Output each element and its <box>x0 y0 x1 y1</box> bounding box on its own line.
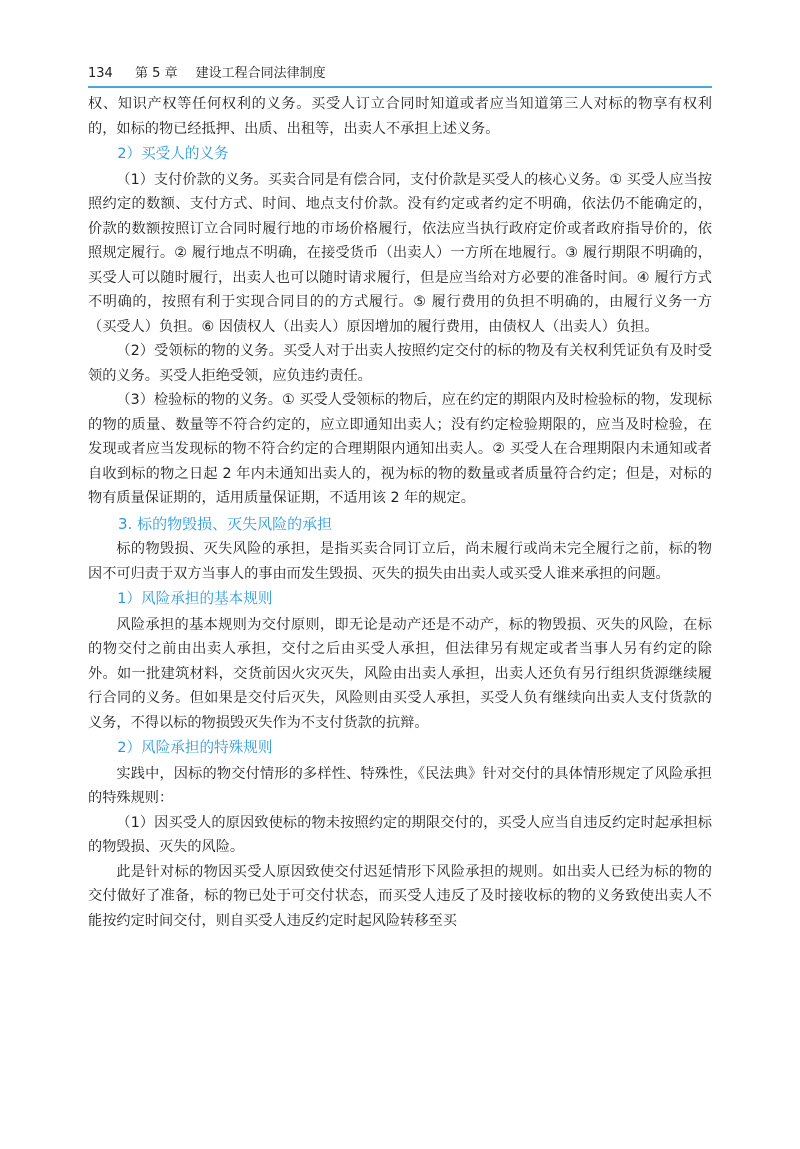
paragraph-receipt: （2）受领标的物的义务。买受人对于出卖人按照约定交付的标的物及有关权利凭证负有及时受领的义务。买受人拒绝受领，应负违约责任。 <box>88 343 712 384</box>
heading-buyer-obligations: 2）买受人的义务 <box>117 145 229 162</box>
paragraph-inspection: （3）检验标的物的义务。① 买受人受领标的物后，应在约定的期限内及时检验标的物，发现标的物的质量、数量等不符合约定的，应立即通知出卖人；没有约定检验期限的，应当及时检验，在发现或者应当发现标的物不符合约定的合理期限内通知出卖人。② 买受人在合理期限内未通知或者自收到标的物之日起 2 年内未通知出卖人的，视为标的物的数量或者质量符合约定；但是，对标的物有质量保证期的，适用质量保证期，不适用该 2 年的规定。 <box>88 392 712 506</box>
chapter-title: 建设工程合同法律制度 <box>195 66 326 81</box>
paragraph-special-rule-1: （1）因买受人的原因致使标的物未按照约定的期限交付的，买受人应当自违反约定时起承担标的物毁损、灭失的风险。 <box>88 814 712 855</box>
heading-special-rules: 2）风险承担的特殊规则 <box>117 739 273 756</box>
paragraph-basic-rules: 风险承担的基本规则为交付原则，即无论是动产还是不动产，标的物毁损、灭失的风险，在标的物交付之前由出卖人承担，交付之后由买受人承担，但法律另有规定或者当事人另有约定的除外。如一批建筑材料，交货前因火灾灭失，风险由出卖人承担，出卖人还负有另行组织货源继续履行合同的义务。但如果是交付后灭失，风险则由买受人承担，买受人负有继续向出卖人支付货款的义务，不得以标的物损毁灭失作为不支付货款的抗辩。 <box>88 616 712 731</box>
chapter-number: 第 5 章 <box>134 66 178 81</box>
page-body <box>88 92 712 933</box>
paragraph-last: 此是针对标的物因买受人原因致使交付迟延情形下风险承担的规则。如出卖人已经为标的物的交付做好了准备，标的物已处于可交付状态，而买受人违反了及时接收标的物的义务致使出卖人不能按约定时间交付，则自买受人违反约定时起风险转移至买 <box>88 863 712 929</box>
heading-risk-bearing: 3. 标的物毁损、灭失风险的承担 <box>118 514 333 533</box>
paragraph-payment: （1）支付价款的义务。买卖合同是有偿合同，支付价款是买受人的核心义务。① 买受人应当按照约定的数额、支付方式、时间、地点支付价款。没有约定或者约定不明确，依法仍不能确定的，价款的数额按照订立合同时履行地的市场价格履行，依法应当执行政府定价或者政府指导价的，依照规定履行。② 履行地点不明确，在接受货币（出卖人）一方所在地履行。③ 履行期限不明确的，买受人可以随时履行，出卖人也可以随时请求履行，但是应当给对方必要的准备时间。④ 履行方式不明确的，按照有利于实现合同目的的方式履行。⑤ 履行费用的负担不明确的，由履行义务一方（买受人）负担。⑥ 因债权人（出卖人）原因增加的履行费用，由债权人（出卖人）负担。 <box>88 171 712 335</box>
page-header <box>88 62 712 81</box>
heading-basic-rules: 1）风险承担的基本规则 <box>117 590 273 607</box>
paragraph-special-rules: 实践中，因标的物交付情形的多样性、特殊性，《民法典》针对交付的具体情形规定了风险承担的特殊规则： <box>88 765 712 806</box>
paragraph-risk: 标的物毁损、灭失风险的承担，是指买卖合同订立后，尚未履行或尚未完全履行之前，标的物因不可归责于双方当事人的事由而发生毁损、灭失的损失由出卖人或买受人谁来承担的问题。 <box>88 541 712 582</box>
page-number: 134 <box>88 66 113 81</box>
paragraph-intro: 权、知识产权等任何权利的义务。买受人订立合同时知道或者应当知道第三人对标的物享有权利的，如标的物已经抵押、出质、出租等，出卖人不承担上述义务。 <box>88 96 712 137</box>
header-divider <box>88 86 712 88</box>
